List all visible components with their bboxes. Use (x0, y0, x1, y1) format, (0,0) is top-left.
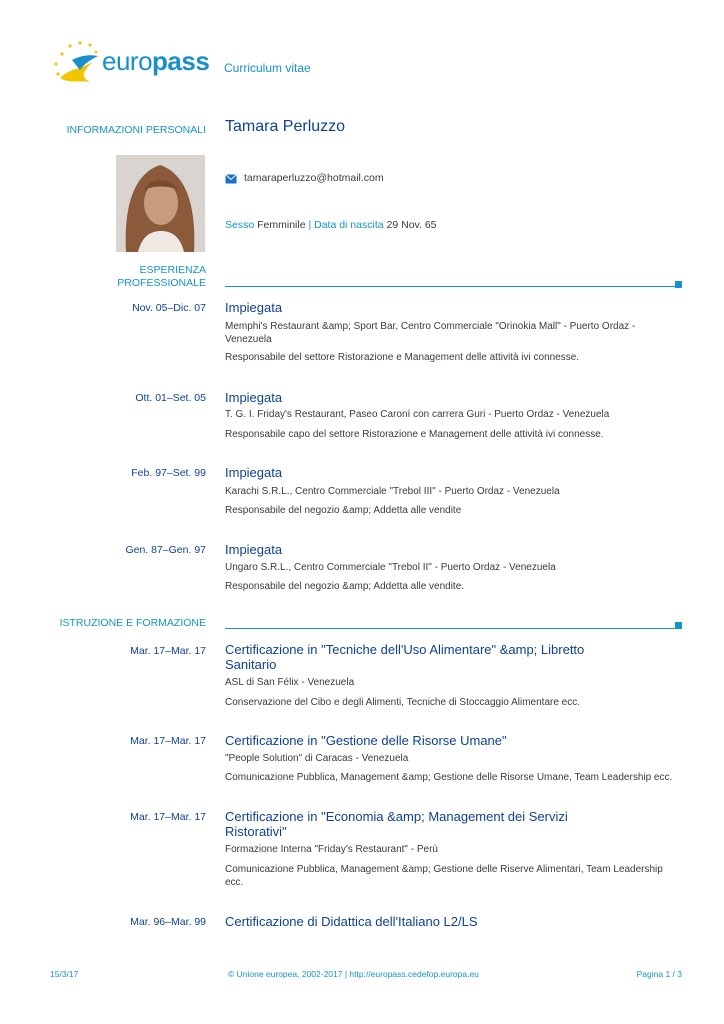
entry-organization: ASL di San Félix - Venezuela (225, 677, 355, 688)
sex-value: Femminile (257, 219, 306, 231)
entry-title: Impiegata (225, 542, 283, 557)
section-rule-marker (675, 281, 682, 288)
entry-employer: T. G. I. Friday's Restaurant, Paseo Caroní con carrera Guri - Puerto Ordaz - Venezuela (225, 409, 610, 420)
section-rule-marker (675, 622, 682, 629)
entry-title: Certificazione di Didattica dell'Italiano L2/LS (225, 914, 478, 929)
footer-copyright[interactable]: © Unione europea, 2002-2017 | http://europass.cedefop.europa.eu (228, 969, 479, 979)
entry-date: Feb. 97–Set. 99 (131, 467, 206, 479)
footer-page-number: Pagina 1 / 3 (636, 969, 682, 979)
entry-title: Impiegata (225, 390, 283, 405)
section-rule (225, 286, 675, 287)
entry-title: Certificazione in "Economia &amp; Management dei Servizi (225, 809, 568, 824)
entry-title: Certificazione in "Gestione delle Risorse Umane" (225, 733, 507, 748)
entry-description: Responsabile capo del settore Ristorazione e Management delle attività ivi connesse. (225, 429, 604, 440)
sex-label: Sesso (225, 219, 255, 231)
section-label-line: ESPERIENZA (139, 264, 206, 276)
entry-title: Impiegata (225, 465, 283, 480)
section-label-personal: INFORMAZIONI PERSONALI (66, 124, 206, 136)
entry-description: Responsabile del settore Ristorazione e Management delle attività ivi connesse. (225, 352, 580, 363)
section-rule (225, 628, 675, 629)
person-name: Tamara Perluzzo (225, 118, 346, 135)
entry-title: Ristorativi" (225, 824, 287, 839)
entry-employer: Venezuela (225, 334, 272, 345)
entry-description: ecc. (225, 877, 244, 888)
logo-wordmark: europass (102, 46, 210, 76)
section-label-education: ISTRUZIONE E FORMAZIONE (59, 617, 206, 629)
entry-date: Nov. 05–Dic. 07 (132, 302, 206, 314)
entry-description: Responsabile del negozio &amp; Addetta alle vendite (225, 505, 462, 516)
separator: | (308, 219, 312, 231)
entry-date: Mar. 96–Mar. 99 (130, 916, 206, 928)
entry-organization: "People Solution" di Caracas - Venezuela (225, 753, 409, 764)
entry-date: Mar. 17–Mar. 17 (130, 645, 206, 657)
section-label-experience (117, 264, 206, 290)
entry-date: Gen. 87–Gen. 97 (125, 544, 206, 556)
entry-title: Impiegata (225, 300, 283, 315)
footer-date: 15/3/17 (50, 969, 79, 979)
profile-photo (116, 155, 205, 252)
birth-value: 29 Nov. 65 (386, 219, 437, 231)
email-icon (225, 174, 237, 184)
entry-employer: Ungaro S.R.L., Centro Commerciale "Trebol II" - Puerto Ordaz - Venezuela (225, 562, 556, 573)
entry-title: Sanitario (225, 657, 277, 672)
entry-description: Responsabile del negozio &amp; Addetta alle vendite. (225, 581, 465, 592)
email-link[interactable]: tamaraperluzzo@hotmail.com (244, 172, 384, 184)
entry-date: Mar. 17–Mar. 17 (130, 735, 206, 747)
entry-employer: Karachi S.R.L., Centro Commerciale "Trebol III" - Puerto Ordaz - Venezuela (225, 486, 560, 497)
birth-label: Data di nascita (314, 219, 384, 231)
entry-description: Comunicazione Pubblica, Management &amp; Gestione delle Riserve Alimentari, Team Leadership (225, 864, 663, 875)
entry-organization: Formazione Interna "Friday's Restaurant" - Perù (225, 844, 438, 855)
entry-date: Mar. 17–Mar. 17 (130, 811, 206, 823)
entry-employer: Memphi's Restaurant &amp; Sport Bar, Centro Commerciale "Orinokia Mall" - Puerto Ordaz - (225, 321, 636, 332)
document-title: Curriculum vitae (224, 61, 311, 75)
entry-title: Certificazione in "Tecniche dell'Uso Alimentare" &amp; Libretto (225, 642, 585, 657)
entry-description: Comunicazione Pubblica, Management &amp; Gestione delle Risorse Umane, Team Leadership ecc. (225, 772, 673, 783)
entry-date: Ott. 01–Set. 05 (135, 392, 206, 404)
personal-details (225, 219, 437, 231)
entry-description: Conservazione del Cibo e degli Alimenti, Tecniche di Stoccaggio Alimentare ecc. (225, 697, 581, 708)
section-label-line: PROFESSIONALE (117, 277, 206, 289)
